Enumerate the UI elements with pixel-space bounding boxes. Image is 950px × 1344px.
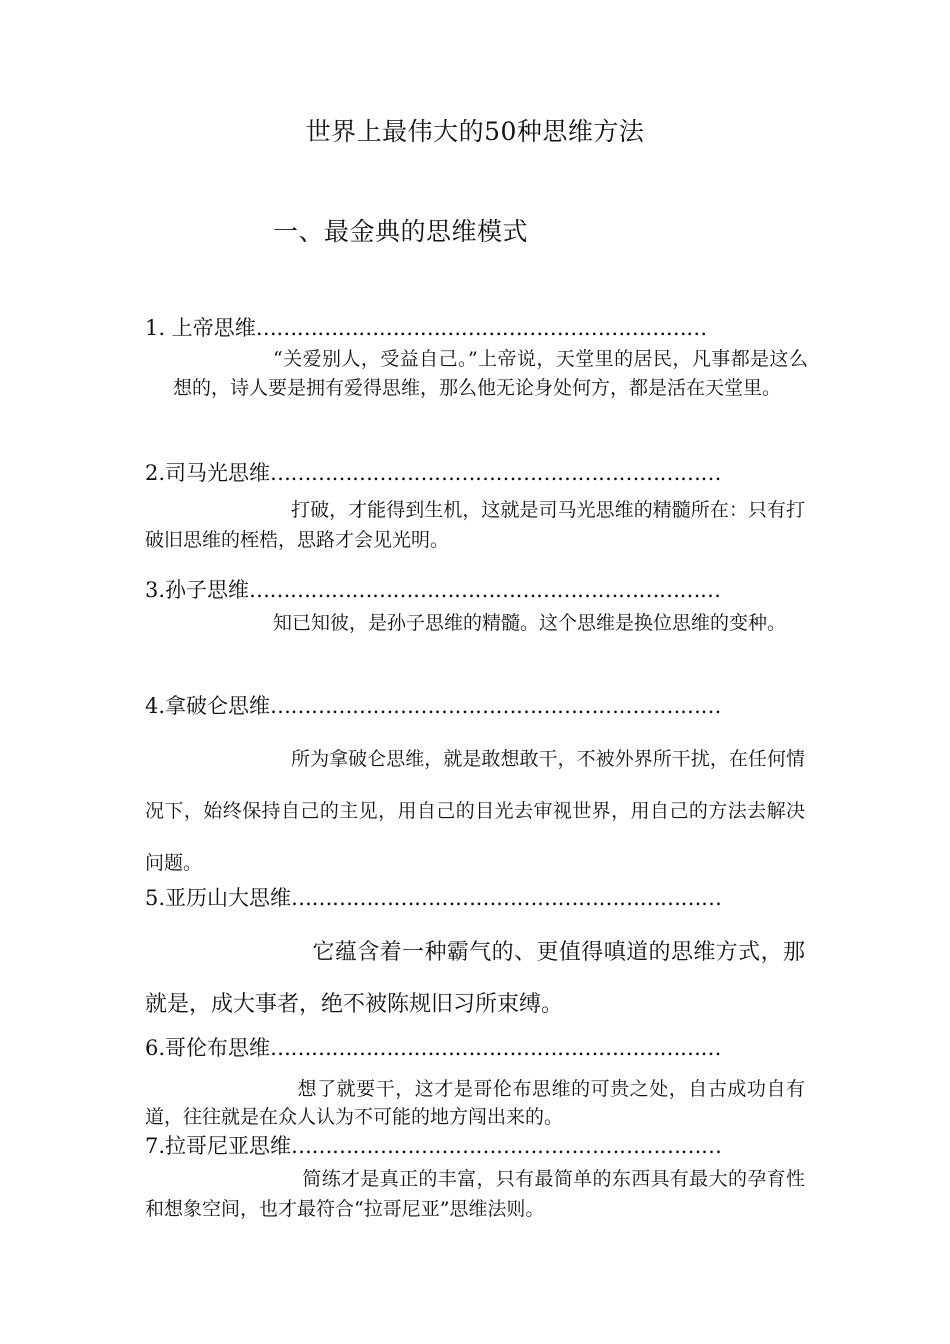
leader-dots: ………………………………………………………… [270,1036,722,1060]
leader-dots: ……………………………………………………… [291,886,722,910]
section-title: 一、最金典的思维模式 [273,217,529,246]
item-text: 简练才是真正的丰富，只有最简单的东西具有最大的孕育性和想象空间，也才最符合“拉哥尼亚”思维法则。 [145,1168,805,1220]
item-paragraph-5 [145,927,805,1031]
item-paragraph-6 [145,1075,805,1131]
item-heading-1 [145,312,707,342]
item-heading-label: 7.拉哥尼亚思维 [145,1134,292,1158]
item-heading-label: 1. 上帝思维 [145,316,256,340]
item-heading-label: 3.孙子思维 [145,578,250,602]
leader-dots: ……………………………………………………… [291,1134,722,1158]
item-text: 知已知彼，是孙子思维的精髓。这个思维是换位思维的变种。 [273,612,787,634]
item-text: “关爱别人，受益自己。”上帝说，天堂里的居民，凡事都是这么想的，诗人要是拥有爱得思维，那么他无论身处何方，都是活在天堂里。 [173,348,808,399]
item-heading-3 [145,574,721,604]
item-heading-label: 4.拿破仑思维 [145,694,271,718]
item-heading-6 [145,1032,721,1062]
item-paragraph-2 [145,495,805,555]
item-text: 想了就要干，这才是哥伦布思维的可贵之处，自古成功自有道，往往就是在众人认为不可能的地方闯出来的。 [145,1078,805,1128]
leader-dots: ………………………………………………………… [255,316,707,340]
item-text: 所为拿破仑思维，就是敢想敢干，不被外界所干扰，在任何情况下，始终保持自己的主见，用自己的目光去审视世界，用自己的方法去解决问题。 [145,748,805,874]
item-heading-label: 2.司马光思维 [145,461,271,485]
item-paragraph-7 [145,1164,805,1224]
item-heading-5 [145,882,722,912]
item-heading-label: 5.亚历山大思维 [145,886,292,910]
item-text: 它蕴含着一种霸气的、更值得嗔道的思维方式，那就是，成大事者，绝不被陈规旧习所束缚。 [145,940,805,1017]
item-heading-4 [145,690,721,720]
item-paragraph-3 [145,608,805,639]
item-paragraph-1 [173,345,808,403]
item-heading-label: 6.哥伦布思维 [145,1036,271,1060]
item-text: 打破，才能得到生机，这就是司马光思维的精髓所在：只有打破旧思维的桎梏，思路才会见光明。 [145,499,805,551]
leader-dots: ………………………………………………………… [270,461,722,485]
item-heading-2 [145,457,721,487]
leader-dots: ………………………………………………………… [270,694,722,718]
document-title: 世界上最伟大的50种思维方法 [305,117,645,146]
leader-dots: …………………………………………………………… [249,578,721,602]
item-paragraph-4 [145,733,805,889]
item-heading-7 [145,1130,722,1160]
